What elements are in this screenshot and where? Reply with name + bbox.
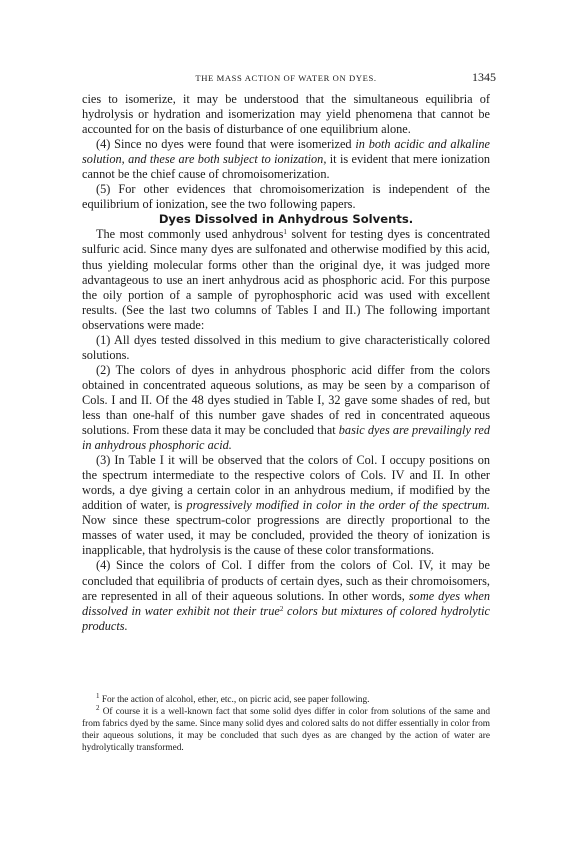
paragraph	[82, 363, 490, 453]
footnote-marker: 1	[283, 228, 287, 237]
paragraph	[82, 137, 490, 182]
paragraph	[82, 558, 490, 633]
paragraph-text: (4) Since no dyes were found that were isomerized	[96, 137, 356, 152]
paragraph-text: (4) Since the colors of Col. I differ from the colors of Col. IV, it may be concluded that equilibria of products of certain dyes, such as their chromoisomers, are represented in all of their aqueous solutions. In other words,	[82, 558, 490, 603]
paragraph	[82, 92, 490, 137]
running-title: THE MASS ACTION OF WATER ON DYES.	[195, 73, 377, 83]
paragraph-italic-text: colors but mixtures of colored hydrolytic products.	[82, 603, 490, 633]
section-heading: Dyes Dissolved in Anhydrous Solvents.	[158, 212, 414, 227]
paragraph-text: (3) In Table I it will be observed that the colors of Col. I occupy positions on the spectrum intermediate to the respective colors of Cols. IV and II. In other words, a dye giving a certain color in an anhydrous medium, if modified by the addition of water, is	[82, 453, 490, 513]
page-number: 1345	[472, 70, 496, 84]
paragraph-text: Now since these spectrum-color progressions are directly proportional to the masses of water used, it may be concluded, provided the theory of ionization is inapplicable, that hydrolysis is the cause of these color transformations.	[82, 513, 490, 558]
footnote-marker: 2	[279, 604, 284, 613]
paragraph-text: solvent for testing dyes is concentrated sulfuric acid. Since many dyes are sulfonated and otherwise modified by this acid, thus yielding molecular forms other than the original dye, it was judged more advantageous to use an inert anhydrous acid as phosphoric acid. For this purpose the oily portion of a sample of pyrophosphoric acid was used with excellent results. (See the last two columns of Tables I and II.) The following important observations were made:	[82, 227, 490, 332]
footnote	[82, 692, 490, 707]
footnote-text: Of course it is a well-known fact that some solid dyes differ in color from solutions of the same and from fabrics dyed by the same. Since many solid dyes and colored salts do not differ essentially in color from their aqueous solutions, it may be concluded that such dyes as are changed by the action of water are hydrolytically transformed.	[82, 706, 490, 753]
paragraph-italic-text: basic dyes are prevailingly red in anhydrous phosphoric acid.	[82, 423, 491, 453]
footnote-text: For the action of alcohol, ether, etc., on picric acid, see paper following.	[99, 695, 370, 705]
footnote-marker: 2	[96, 703, 100, 712]
page-header	[82, 70, 496, 88]
paragraph-italic-text: in both acidic and alkaline solution, and these are both subject to ionization,	[82, 137, 490, 167]
paragraph	[82, 453, 490, 558]
footnote-marker: 1	[96, 692, 100, 700]
footnote	[82, 703, 490, 755]
paragraph	[82, 182, 490, 212]
paragraph-text: cies to isomerize, it may be understood that the simultaneous equilibria of hydrolysis or hydration and isomerization may yield phenomena that cannot be accounted for on the basis of disturbance of one equilibrium alone.	[82, 92, 490, 137]
paragraph	[82, 333, 490, 363]
paragraph-text: (5) For other evidences that chromoisomerization is independent of the equilibrium of ionization, see the two following papers.	[82, 182, 490, 212]
paragraph-text: The most commonly used anhydrous	[96, 227, 284, 242]
paragraph-italic-text: some dyes when dissolved in water exhibit not their true	[82, 588, 490, 618]
body-text	[82, 92, 490, 634]
paragraph	[82, 227, 490, 332]
paragraph-text: (2) The colors of dyes in anhydrous phosphoric acid differ from the colors obtained in concentrated aqueous solutions, as may be seen by a comparison of Cols. I and II. Of the 48 dyes studied in Table I, 32 gave some shades of red, but less than one-half of this number gave shades of red in concentrated aqueous solutions. From these data it may be concluded that	[82, 362, 490, 438]
footnotes	[82, 692, 490, 755]
paragraph-text: (1) All dyes tested dissolved in this medium to give characteristically colored solutions.	[82, 332, 490, 362]
paragraph-text: it is evident that mere ionization cannot be the chief cause of chromoisomerization.	[82, 152, 490, 182]
paragraph-italic-text: progressively modified in color in the order of the spectrum.	[186, 498, 491, 513]
